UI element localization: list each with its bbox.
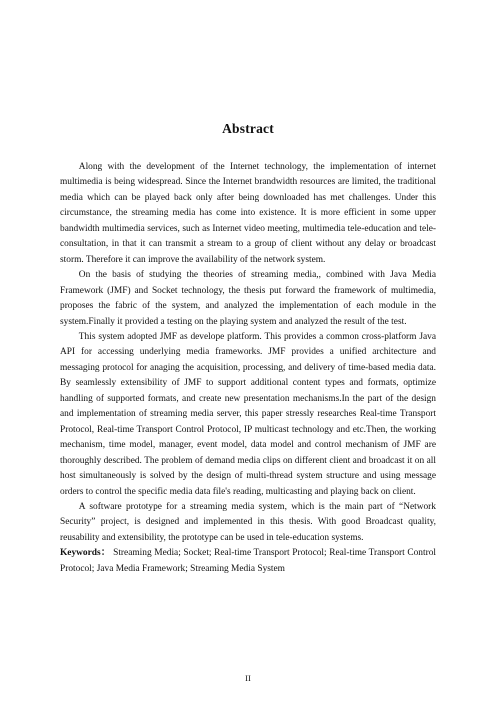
- abstract-title: Abstract: [222, 121, 274, 136]
- keywords-label: Keywords：: [60, 548, 111, 559]
- abstract-paragraph-4: A software prototype for a streaming media system, which is the main part of “Network Security” project, is designed and implemented in this thesis. With good Broadcast quality, reusability and extensibility, the prototype can be used in tele-education systems.: [60, 501, 436, 543]
- keywords-line: [60, 546, 436, 577]
- abstract-paragraph-2: On the basis of studying the theories of streaming media,, combined with Java Media Framework (JMF) and Socket technology, the thesis put forward the framework of multimedia, proposes the fabric of the system, and analyzed the implementation of each module in the system.Finally it provided a testing on the playing system and analyzed the result of the test.: [60, 270, 436, 327]
- abstract-paragraph-3: This system adopted JMF as develope platform. This provides a common cross-platform Java API for accessing underlying media frameworks. JMF provides a unified architecture and messaging protocol for anaging the acquisition, processing, and delivery of time-based media data. By seamlessly extensibility of JMF to support additional content types and formats, optimize handling of supported formats, and create new presentation mechanisms.In the part of the design and implementation of streaming media server, this paper stressly researches Real-time Transport Protocol, Real-time Transport Control Protocol, IP multicast technology and etc.Then, the working mechanism, time model, manager, event model, data model and control mechanism of JMF are thoroughly described. The problem of demand media clips on different client and broadcast it on all host simultaneously is solved by the design of multi-thread system structure and using message orders to control the specific media data file's reading, multicasting and playing back on client.: [60, 331, 436, 497]
- page-number: II: [245, 673, 251, 683]
- abstract-body: [60, 160, 436, 577]
- abstract-paragraph-1: Along with the development of the Internet technology, the implementation of internet multimedia is being widespread. Since the Internet brandwidth resources are limited, the traditional media which can be played back only after being downloaded has met challenges. Under this circumstance, the streaming media has come into existence. It is more efficient in some upper bandwidth multimedia services, such as Internet video meeting, multimedia tele-education and tele-consultation, in that it can transmit a stream to a group of client without any delay or broadcast storm. Therefore it can improve the availability of the network system.: [60, 162, 436, 265]
- keywords-text: Streaming Media; Socket; Real-time Transport Protocol; Real-time Transport Control Protocol; Java Media Framework; Streaming Media System: [60, 548, 436, 574]
